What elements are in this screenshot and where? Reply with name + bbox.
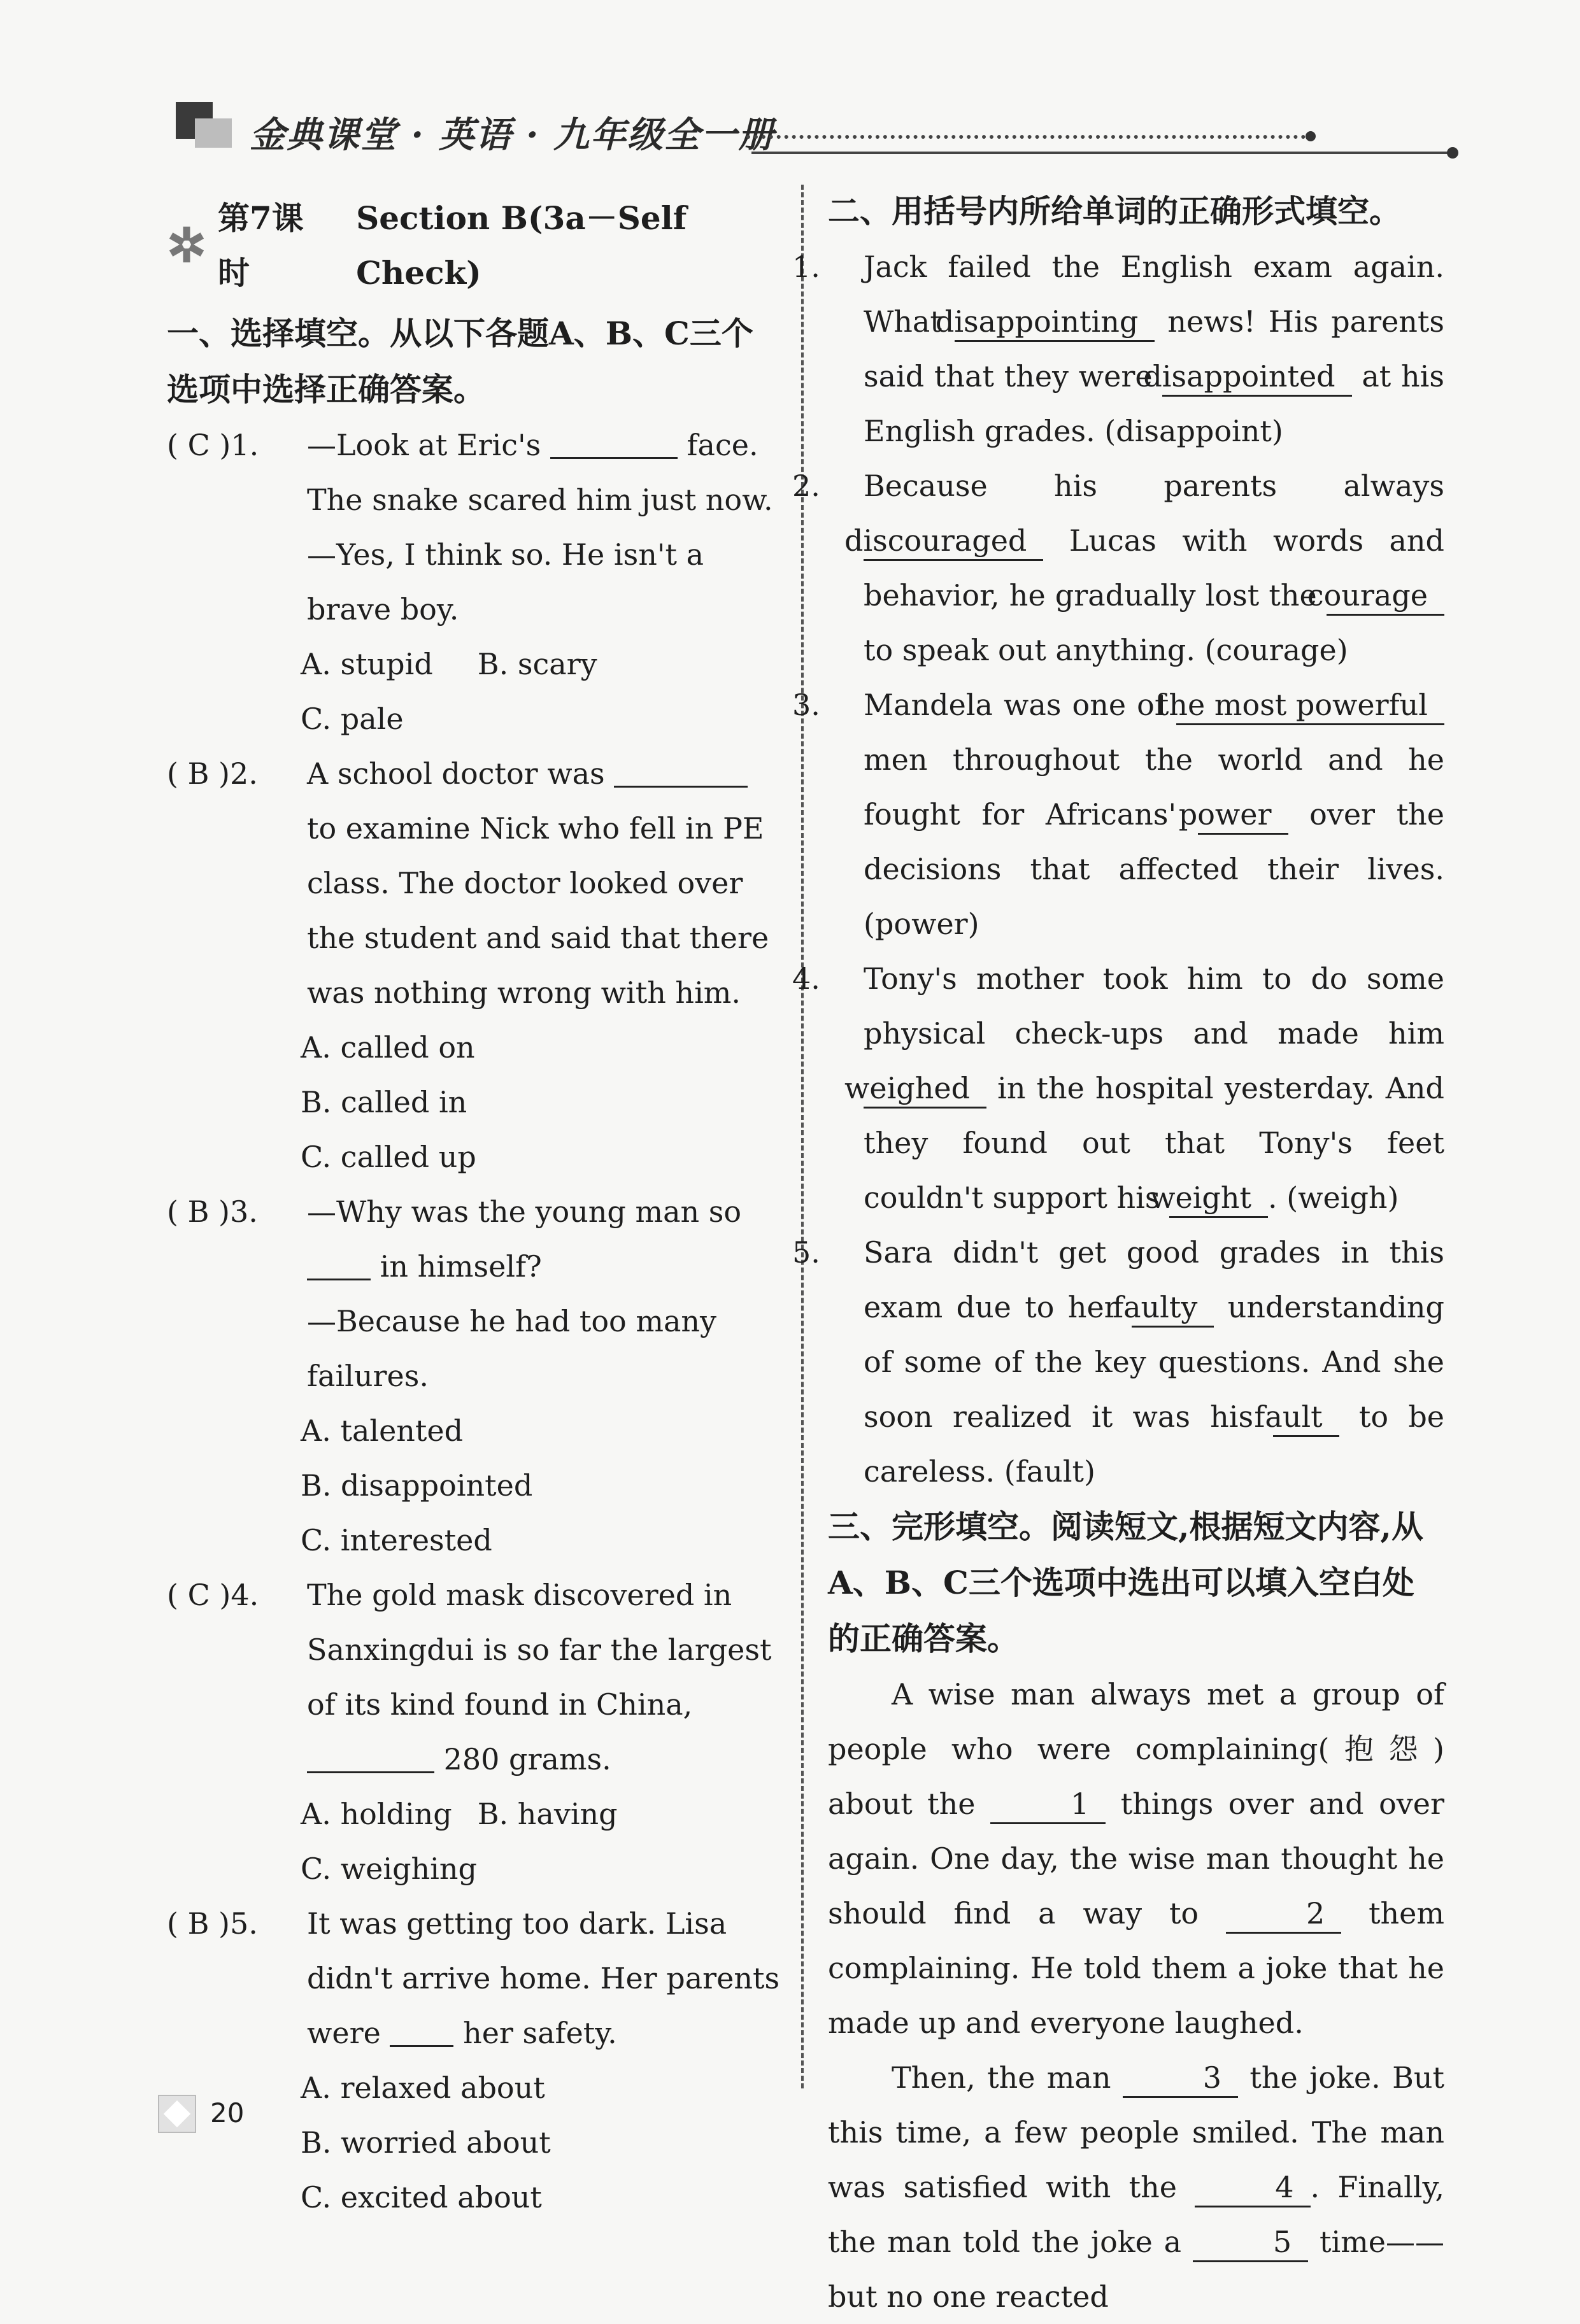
- filled-answer[interactable]: weighed: [864, 1070, 986, 1109]
- options: [167, 1787, 783, 1896]
- filled-answer[interactable]: power: [1198, 796, 1288, 835]
- question-text: Tony's mother took him to do some physical check-ups and made him: [864, 961, 1444, 1051]
- question-text: Mandela was one of: [864, 688, 1165, 722]
- answer-blank[interactable]: [614, 749, 748, 788]
- filled-answer[interactable]: discouraged: [864, 522, 1043, 561]
- question-text: —Because he had too many failures.: [307, 1304, 717, 1393]
- right-column: [792, 183, 1445, 2324]
- fill-question: [792, 239, 1445, 458]
- cloze-blank[interactable]: 5: [1193, 2223, 1308, 2262]
- passage-text: . Finally, the man told the joke a: [828, 2170, 1444, 2259]
- option-b: B. disappointed: [301, 1468, 533, 1503]
- lesson-number: 第7课时: [218, 199, 304, 292]
- page-marker-icon: [158, 2095, 196, 2133]
- answer-mark: ( B )3.: [167, 1194, 258, 1229]
- passage-text: things over and over again. One day, the wise man thought he should find a way to: [828, 1787, 1444, 1931]
- question-text: her safety.: [463, 2016, 617, 2050]
- filled-answer[interactable]: courage: [1327, 577, 1444, 616]
- filled-answer[interactable]: weight: [1169, 1179, 1268, 1218]
- page-number: 20: [210, 2097, 245, 2129]
- question-text: —Why was the young man so: [307, 1194, 742, 1229]
- question-text: . (weigh): [1267, 1180, 1399, 1215]
- option-b: B. worried about: [301, 2125, 551, 2160]
- option-a: A. talented: [301, 1414, 464, 1448]
- option-c: C. pale: [301, 702, 404, 736]
- option-a: A. called on: [301, 1030, 475, 1065]
- filled-answer[interactable]: fault: [1273, 1398, 1339, 1437]
- fill-question: [792, 458, 1445, 677]
- filled-answer[interactable]: faulty: [1132, 1289, 1214, 1328]
- question-text: Jack failed the English exam again. What: [864, 250, 1444, 339]
- answer-blank[interactable]: [550, 420, 678, 459]
- filled-answer[interactable]: disappointing: [955, 303, 1155, 342]
- mc-question: [167, 1568, 783, 1787]
- passage-text: time——but no one reacted: [828, 2225, 1445, 2314]
- lesson-section: Section B(3a－Self Check): [356, 199, 687, 292]
- question-text: at his English grades. (disappoint): [864, 359, 1444, 448]
- mc-question: [167, 1896, 783, 2060]
- answer-blank[interactable]: [307, 1242, 371, 1280]
- question-text: news! His parents said that they were: [864, 304, 1445, 393]
- mc-question: [167, 418, 783, 637]
- lesson-title: [167, 191, 783, 301]
- question-number: 1.: [792, 250, 820, 284]
- mc-question: [167, 1184, 783, 1403]
- sparkle-icon: ✲: [167, 218, 207, 273]
- question-text: The gold mask discovered in Sanxingdui is so far the largest of its kind found in China,: [307, 1578, 772, 1722]
- mc-question: [167, 746, 783, 1020]
- option-a: A. stupid: [301, 647, 433, 681]
- header-dotted-rule: [746, 135, 1313, 139]
- option-b: B. scary: [477, 647, 597, 681]
- filled-answer[interactable]: the most powerful: [1176, 686, 1444, 725]
- question-text: over the decisions that affected their lives. (power): [864, 797, 1445, 941]
- option-b: B. having: [477, 1797, 618, 1831]
- passage-text: the joke. But this time, a few people smiled. The man was satisfied with the: [828, 2060, 1445, 2204]
- passage-text: them complaining. He told them a joke that he made up and everyone laughed.: [828, 1896, 1445, 2040]
- answer-mark: ( B )5.: [167, 1906, 258, 1941]
- question-number: 2.: [792, 469, 820, 503]
- question-text: Lucas with words and behavior, he gradually lost the: [864, 523, 1445, 613]
- question-text: men throughout the world and he fought for Africans': [864, 742, 1444, 832]
- answer-mark: ( C )4.: [167, 1578, 259, 1612]
- question-text: to examine Nick who fell in PE class. The doctor looked over the student and said that there was nothing wrong with him.: [307, 811, 769, 1010]
- part3-heading: 三、完形填空。阅读短文,根据短文内容,从A、B、C三个选项中选出可以填入空白处的正确答案。: [828, 1508, 1423, 1657]
- question-text: to be careless. (fault): [864, 1399, 1444, 1489]
- options: [167, 1020, 783, 1184]
- question-text: to speak out anything. (courage): [864, 633, 1348, 667]
- cloze-blank[interactable]: 2: [1226, 1895, 1341, 1934]
- question-text: understanding of some of the key questions. And she soon realized it was his: [864, 1290, 1445, 1434]
- answer-blank[interactable]: [307, 1734, 434, 1773]
- option-c: C. interested: [301, 1523, 492, 1557]
- passage-text: A wise man always met a group of people who were complaining(抱怨) about the: [828, 1677, 1444, 1821]
- option-c: C. weighing: [301, 1852, 477, 1886]
- cloze-paragraph: [828, 1667, 1444, 2050]
- fill-question: [792, 1225, 1445, 1499]
- part1-heading: 一、选择填空。从以下各题A、B、C三个选项中选择正确答案。: [167, 315, 753, 408]
- fill-question: [792, 951, 1444, 1225]
- cloze-blank[interactable]: 3: [1123, 2059, 1238, 2098]
- header-dot: [1306, 131, 1316, 141]
- header-dot: [1447, 147, 1458, 159]
- cloze-blank[interactable]: 4: [1195, 2169, 1310, 2207]
- header-rule: [751, 152, 1452, 154]
- filled-answer[interactable]: disappointed: [1162, 358, 1351, 397]
- answer-blank[interactable]: [390, 2008, 453, 2047]
- answer-mark: ( B )2.: [167, 756, 258, 791]
- question-text: 280 grams.: [443, 1742, 611, 1776]
- option-c: C. excited about: [301, 2180, 542, 2214]
- cloze-blank[interactable]: 1: [990, 1785, 1106, 1824]
- options: [167, 2060, 783, 2225]
- left-column: [167, 191, 783, 2225]
- options: [167, 1403, 783, 1568]
- option-c: C. called up: [301, 1140, 476, 1174]
- option-a: A. relaxed about: [301, 2071, 545, 2105]
- answer-mark: ( C )1.: [167, 428, 259, 462]
- question-text: face. The snake scared him just now.: [307, 428, 773, 517]
- passage-text: Then, the man: [892, 2060, 1111, 2095]
- part2-heading: 二、用括号内所给单词的正确形式填空。: [828, 192, 1401, 230]
- question-text: Because his parents always: [864, 469, 1444, 503]
- header-logo-blocks: [176, 102, 237, 146]
- option-a: A. holding: [301, 1797, 452, 1831]
- fill-question: [792, 677, 1445, 951]
- question-text: —Look at Eric's: [307, 428, 541, 462]
- question-text: in the hospital yesterday. And they found out that Tony's feet couldn't support his: [864, 1071, 1444, 1215]
- cloze-paragraph: [828, 2050, 1444, 2324]
- header-title: 金典课堂 · 英语 · 九年级全一册: [250, 114, 775, 156]
- question-number: 4.: [792, 961, 820, 996]
- question-text: It was getting too dark. Lisa didn't arrive home. Her parents were: [307, 1906, 780, 2050]
- question-number: 3.: [792, 688, 820, 722]
- question-number: 5.: [792, 1235, 820, 1270]
- option-b: B. called in: [301, 1085, 467, 1119]
- question-text: in himself?: [380, 1249, 542, 1284]
- question-text: A school doctor was: [307, 756, 605, 791]
- question-text: Sara didn't get good grades in this exam due to her: [864, 1235, 1444, 1324]
- options: [167, 637, 783, 746]
- question-text: —Yes, I think so. He isn't a brave boy.: [307, 537, 704, 627]
